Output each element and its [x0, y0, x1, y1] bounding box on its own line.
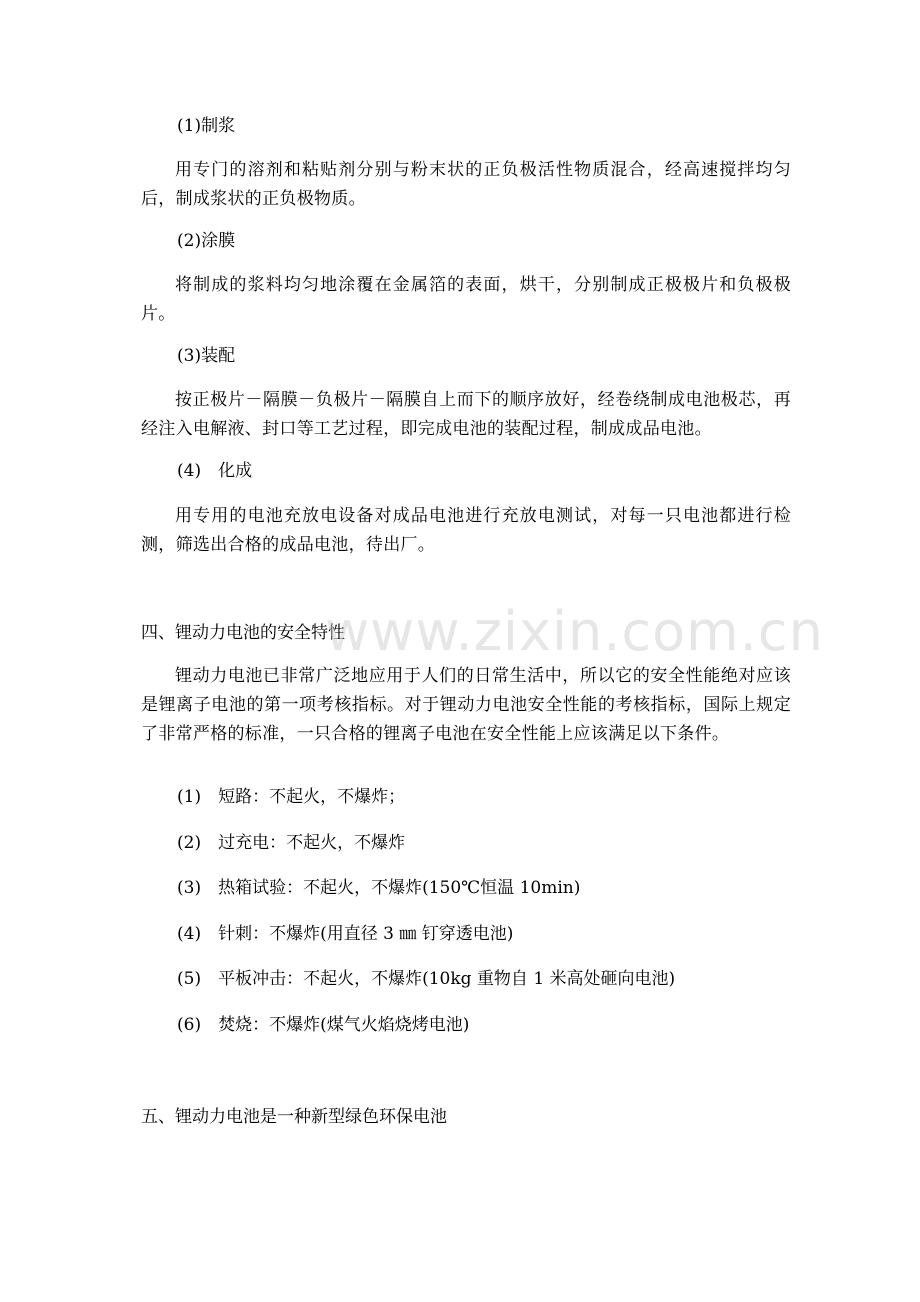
- step-1-title: (1)制浆: [177, 116, 236, 136]
- safety-item-6: (6) 焚烧：不爆炸(煤气火焰烧烤电池): [177, 1015, 470, 1035]
- section-4-heading: 四、锂动力电池的安全特性: [141, 623, 345, 643]
- section-5-heading: 五、锂动力电池是一种新型绿色环保电池: [141, 1107, 447, 1127]
- step-4-title: (4) 化成: [177, 461, 253, 481]
- step-4-body: 用专用的电池充放电设备对成品电池进行充放电测试，对每一只电池都进行检测，筛选出合格的成品电池，待出厂。: [141, 506, 791, 555]
- step-3-body: 按正极片－隔膜－负极片－隔膜自上而下的顺序放好，经卷绕制成电池极芯，再经注入电解液、封口等工艺过程，即完成电池的装配过程，制成成品电池。: [141, 390, 791, 439]
- safety-item-1: (1) 短路：不起火，不爆炸；: [177, 787, 406, 807]
- safety-item-3: (3) 热箱试验：不起火，不爆炸(150℃恒温 10min): [177, 878, 581, 898]
- watermark: www.zixin.com.cn: [325, 600, 824, 663]
- step-2-title: (2)涂膜: [177, 231, 236, 251]
- step-2-body: 将制成的浆料均匀地涂覆在金属箔的表面，烘干，分别制成正极极片和负极极片。: [141, 275, 791, 324]
- safety-item-2: (2) 过充电：不起火，不爆炸: [177, 833, 406, 853]
- safety-item-4: (4) 针刺：不爆炸(用直径 3 ㎜ 钉穿透电池): [177, 924, 514, 944]
- step-1-body: 用专门的溶剂和粘贴剂分别与粉末状的正负极活性物质混合，经高速搅拌均匀后，制成浆状的正负极物质。: [141, 160, 791, 209]
- section-4-intro: 锂动力电池已非常广泛地应用于人们的日常生活中，所以它的安全性能绝对应该是锂离子电池的第一项考核指标。对于锂动力电池安全性能的考核指标，国际上规定了非常严格的标准，一只合格的锂离子电池在安全性能上应该满足以下条件。: [141, 666, 791, 744]
- safety-item-5: (5) 平板冲击：不起火，不爆炸(10kg 重物自 1 米高处砸向电池): [177, 969, 676, 989]
- step-3-title: (3)装配: [177, 346, 236, 366]
